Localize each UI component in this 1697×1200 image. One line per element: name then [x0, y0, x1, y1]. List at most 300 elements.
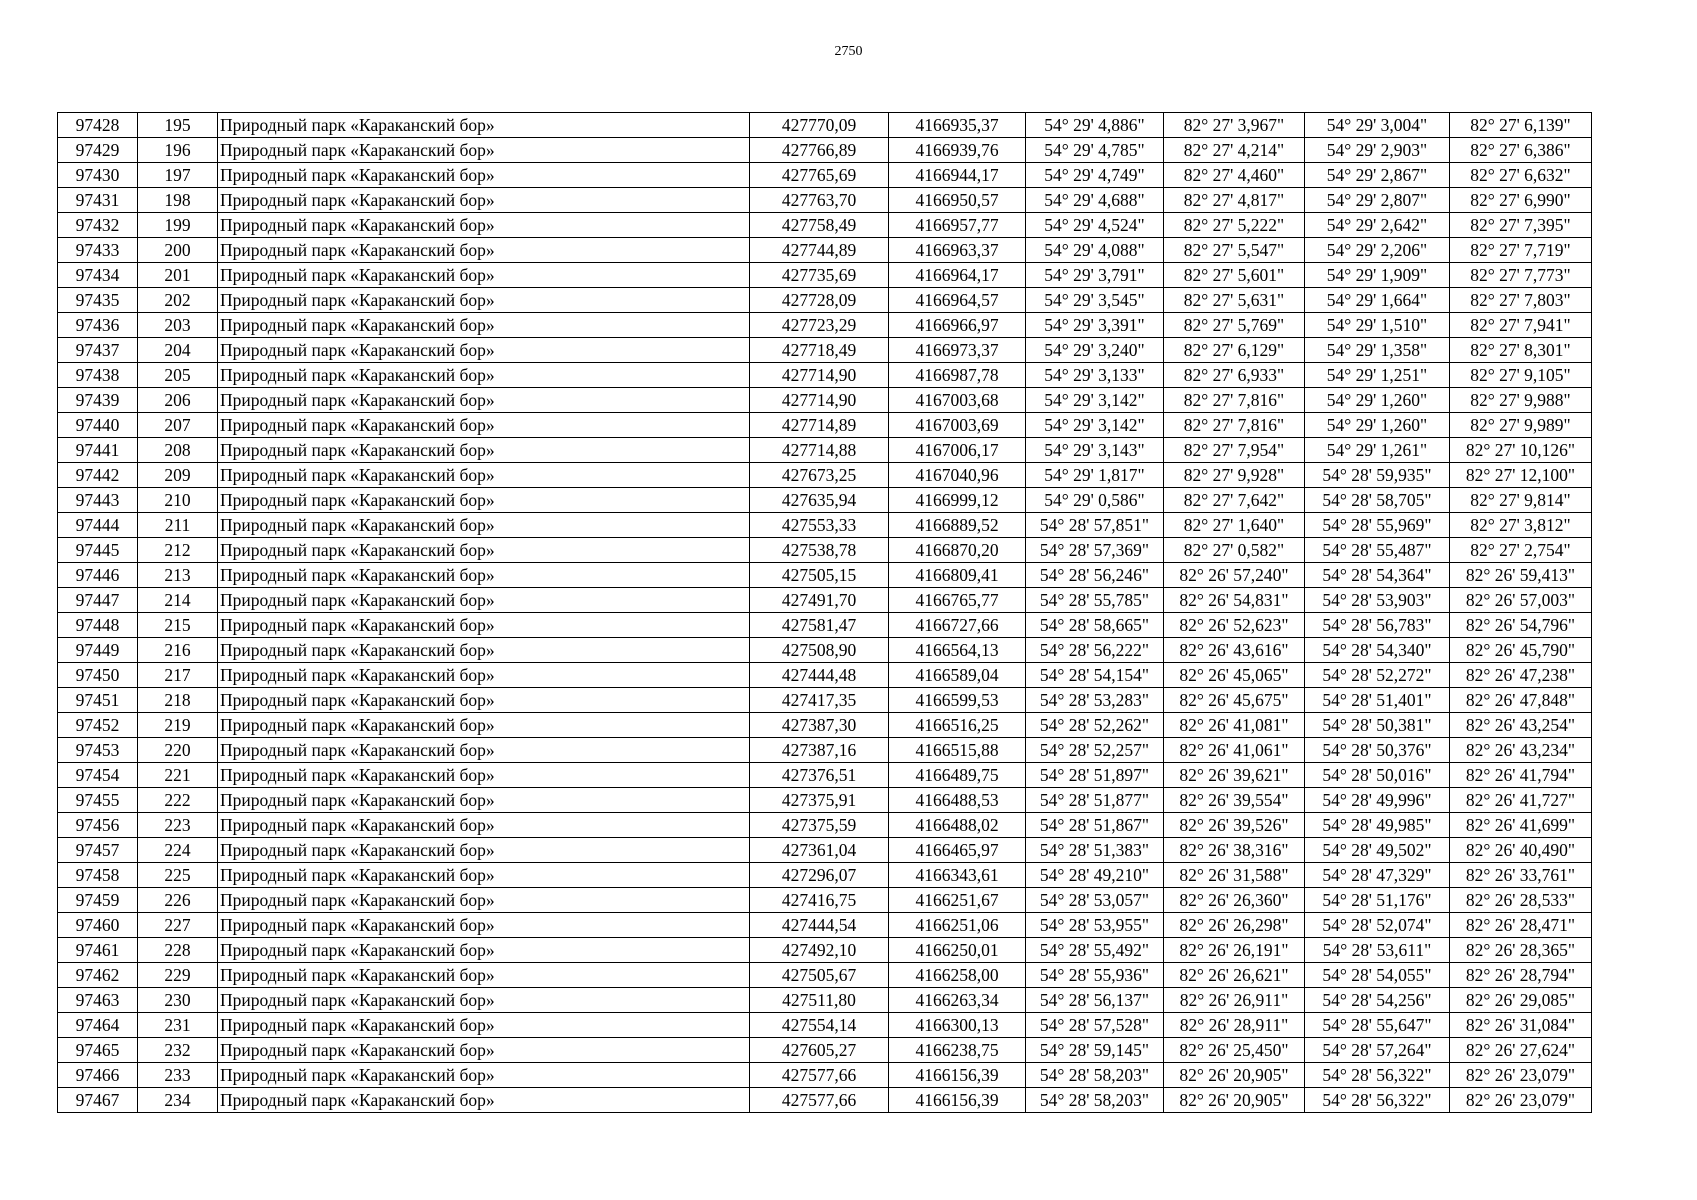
- table-row: [58, 163, 1592, 188]
- table-row: [58, 838, 1592, 863]
- point-number-cell: 202: [138, 288, 218, 313]
- x-coordinate-cell: 427718,49: [750, 338, 889, 363]
- longitude-1-cell: 82° 26' 54,831": [1164, 588, 1305, 613]
- latitude-2-cell: 54° 28' 49,996": [1305, 788, 1450, 813]
- table-row: [58, 938, 1592, 963]
- y-coordinate-cell: 4166963,37: [889, 238, 1026, 263]
- longitude-1-cell: 82° 26' 20,905": [1164, 1063, 1305, 1088]
- row-id-cell: 97446: [58, 563, 138, 588]
- y-coordinate-cell: 4166564,13: [889, 638, 1026, 663]
- longitude-1-cell: 82° 26' 39,526": [1164, 813, 1305, 838]
- object-name-cell: Природный парк «Караканский бор»: [218, 1063, 750, 1088]
- latitude-1-cell: 54° 28' 53,283": [1026, 688, 1164, 713]
- latitude-1-cell: 54° 29' 3,142": [1026, 388, 1164, 413]
- object-name-cell: Природный парк «Караканский бор»: [218, 263, 750, 288]
- row-id-cell: 97456: [58, 813, 138, 838]
- longitude-1-cell: 82° 26' 52,623": [1164, 613, 1305, 638]
- latitude-2-cell: 54° 28' 55,969": [1305, 513, 1450, 538]
- row-id-cell: 97462: [58, 963, 138, 988]
- table-row: [58, 1038, 1592, 1063]
- longitude-1-cell: 82° 27' 7,642": [1164, 488, 1305, 513]
- row-id-cell: 97457: [58, 838, 138, 863]
- latitude-1-cell: 54° 28' 59,145": [1026, 1038, 1164, 1063]
- longitude-2-cell: 82° 26' 31,084": [1450, 1013, 1592, 1038]
- object-name-cell: Природный парк «Караканский бор»: [218, 413, 750, 438]
- table-row: [58, 738, 1592, 763]
- longitude-2-cell: 82° 27' 6,139": [1450, 113, 1592, 138]
- x-coordinate-cell: 427763,70: [750, 188, 889, 213]
- row-id-cell: 97439: [58, 388, 138, 413]
- longitude-2-cell: 82° 27' 3,812": [1450, 513, 1592, 538]
- latitude-1-cell: 54° 29' 4,785": [1026, 138, 1164, 163]
- table-row: [58, 913, 1592, 938]
- row-id-cell: 97463: [58, 988, 138, 1013]
- longitude-2-cell: 82° 27' 9,988": [1450, 388, 1592, 413]
- y-coordinate-cell: 4166263,34: [889, 988, 1026, 1013]
- point-number-cell: 201: [138, 263, 218, 288]
- object-name-cell: Природный парк «Караканский бор»: [218, 663, 750, 688]
- row-id-cell: 97455: [58, 788, 138, 813]
- latitude-1-cell: 54° 28' 54,154": [1026, 663, 1164, 688]
- table-row: [58, 888, 1592, 913]
- object-name-cell: Природный парк «Караканский бор»: [218, 588, 750, 613]
- row-id-cell: 97447: [58, 588, 138, 613]
- y-coordinate-cell: 4167003,68: [889, 388, 1026, 413]
- point-number-cell: 208: [138, 438, 218, 463]
- longitude-1-cell: 82° 26' 45,675": [1164, 688, 1305, 713]
- y-coordinate-cell: 4166973,37: [889, 338, 1026, 363]
- table-row: [58, 1063, 1592, 1088]
- x-coordinate-cell: 427492,10: [750, 938, 889, 963]
- object-name-cell: Природный парк «Караканский бор»: [218, 938, 750, 963]
- latitude-2-cell: 54° 29' 2,642": [1305, 213, 1450, 238]
- point-number-cell: 209: [138, 463, 218, 488]
- point-number-cell: 227: [138, 913, 218, 938]
- latitude-2-cell: 54° 28' 50,376": [1305, 738, 1450, 763]
- latitude-2-cell: 54° 28' 52,074": [1305, 913, 1450, 938]
- x-coordinate-cell: 427376,51: [750, 763, 889, 788]
- latitude-1-cell: 54° 29' 4,688": [1026, 188, 1164, 213]
- row-id-cell: 97440: [58, 413, 138, 438]
- longitude-2-cell: 82° 27' 7,773": [1450, 263, 1592, 288]
- longitude-1-cell: 82° 27' 4,214": [1164, 138, 1305, 163]
- y-coordinate-cell: 4166935,37: [889, 113, 1026, 138]
- latitude-1-cell: 54° 28' 56,246": [1026, 563, 1164, 588]
- latitude-1-cell: 54° 29' 3,791": [1026, 263, 1164, 288]
- point-number-cell: 214: [138, 588, 218, 613]
- row-id-cell: 97431: [58, 188, 138, 213]
- longitude-2-cell: 82° 26' 54,796": [1450, 613, 1592, 638]
- object-name-cell: Природный парк «Караканский бор»: [218, 163, 750, 188]
- x-coordinate-cell: 427505,15: [750, 563, 889, 588]
- longitude-1-cell: 82° 27' 7,954": [1164, 438, 1305, 463]
- latitude-1-cell: 54° 28' 55,492": [1026, 938, 1164, 963]
- latitude-1-cell: 54° 28' 49,210": [1026, 863, 1164, 888]
- row-id-cell: 97436: [58, 313, 138, 338]
- x-coordinate-cell: 427714,90: [750, 363, 889, 388]
- object-name-cell: Природный парк «Караканский бор»: [218, 863, 750, 888]
- row-id-cell: 97432: [58, 213, 138, 238]
- object-name-cell: Природный парк «Караканский бор»: [218, 688, 750, 713]
- longitude-1-cell: 82° 26' 26,621": [1164, 963, 1305, 988]
- longitude-1-cell: 82° 26' 57,240": [1164, 563, 1305, 588]
- row-id-cell: 97448: [58, 613, 138, 638]
- longitude-2-cell: 82° 26' 41,727": [1450, 788, 1592, 813]
- longitude-2-cell: 82° 26' 57,003": [1450, 588, 1592, 613]
- latitude-2-cell: 54° 29' 1,358": [1305, 338, 1450, 363]
- longitude-1-cell: 82° 27' 6,129": [1164, 338, 1305, 363]
- point-number-cell: 204: [138, 338, 218, 363]
- object-name-cell: Природный парк «Караканский бор»: [218, 913, 750, 938]
- table-row: [58, 563, 1592, 588]
- latitude-1-cell: 54° 29' 3,545": [1026, 288, 1164, 313]
- point-number-cell: 229: [138, 963, 218, 988]
- x-coordinate-cell: 427375,59: [750, 813, 889, 838]
- latitude-2-cell: 54° 28' 54,256": [1305, 988, 1450, 1013]
- object-name-cell: Природный парк «Караканский бор»: [218, 513, 750, 538]
- y-coordinate-cell: 4166599,53: [889, 688, 1026, 713]
- longitude-1-cell: 82° 26' 38,316": [1164, 838, 1305, 863]
- longitude-1-cell: 82° 26' 26,298": [1164, 913, 1305, 938]
- latitude-2-cell: 54° 28' 49,985": [1305, 813, 1450, 838]
- row-id-cell: 97454: [58, 763, 138, 788]
- longitude-2-cell: 82° 26' 27,624": [1450, 1038, 1592, 1063]
- latitude-1-cell: 54° 29' 1,817": [1026, 463, 1164, 488]
- latitude-1-cell: 54° 28' 52,257": [1026, 738, 1164, 763]
- latitude-2-cell: 54° 28' 51,401": [1305, 688, 1450, 713]
- latitude-1-cell: 54° 29' 3,391": [1026, 313, 1164, 338]
- table-row: [58, 988, 1592, 1013]
- object-name-cell: Природный парк «Караканский бор»: [218, 313, 750, 338]
- table-body: [58, 113, 1592, 1113]
- latitude-2-cell: 54° 28' 56,783": [1305, 613, 1450, 638]
- longitude-2-cell: 82° 27' 6,990": [1450, 188, 1592, 213]
- row-id-cell: 97444: [58, 513, 138, 538]
- x-coordinate-cell: 427511,80: [750, 988, 889, 1013]
- longitude-1-cell: 82° 26' 20,905": [1164, 1088, 1305, 1113]
- page-number: 2750: [834, 44, 863, 59]
- table-row: [58, 113, 1592, 138]
- x-coordinate-cell: 427538,78: [750, 538, 889, 563]
- point-number-cell: 215: [138, 613, 218, 638]
- y-coordinate-cell: 4166966,97: [889, 313, 1026, 338]
- row-id-cell: 97445: [58, 538, 138, 563]
- row-id-cell: 97461: [58, 938, 138, 963]
- latitude-1-cell: 54° 28' 51,897": [1026, 763, 1164, 788]
- longitude-1-cell: 82° 27' 9,928": [1164, 463, 1305, 488]
- object-name-cell: Природный парк «Караканский бор»: [218, 463, 750, 488]
- latitude-1-cell: 54° 28' 56,222": [1026, 638, 1164, 663]
- object-name-cell: Природный парк «Караканский бор»: [218, 113, 750, 138]
- latitude-2-cell: 54° 29' 1,909": [1305, 263, 1450, 288]
- table-row: [58, 588, 1592, 613]
- table-row: [58, 338, 1592, 363]
- latitude-1-cell: 54° 28' 55,785": [1026, 588, 1164, 613]
- x-coordinate-cell: 427723,29: [750, 313, 889, 338]
- row-id-cell: 97428: [58, 113, 138, 138]
- object-name-cell: Природный парк «Караканский бор»: [218, 288, 750, 313]
- y-coordinate-cell: 4166238,75: [889, 1038, 1026, 1063]
- point-number-cell: 210: [138, 488, 218, 513]
- point-number-cell: 199: [138, 213, 218, 238]
- y-coordinate-cell: 4166964,17: [889, 263, 1026, 288]
- y-coordinate-cell: 4166870,20: [889, 538, 1026, 563]
- object-name-cell: Природный парк «Караканский бор»: [218, 1088, 750, 1113]
- table-row: [58, 363, 1592, 388]
- longitude-2-cell: 82° 27' 9,814": [1450, 488, 1592, 513]
- latitude-2-cell: 54° 28' 56,322": [1305, 1063, 1450, 1088]
- table-row: [58, 538, 1592, 563]
- longitude-2-cell: 82° 26' 43,254": [1450, 713, 1592, 738]
- y-coordinate-cell: 4166999,12: [889, 488, 1026, 513]
- y-coordinate-cell: 4166516,25: [889, 713, 1026, 738]
- latitude-2-cell: 54° 29' 1,664": [1305, 288, 1450, 313]
- latitude-2-cell: 54° 28' 59,935": [1305, 463, 1450, 488]
- longitude-2-cell: 82° 27' 7,395": [1450, 213, 1592, 238]
- x-coordinate-cell: 427635,94: [750, 488, 889, 513]
- longitude-1-cell: 82° 27' 4,817": [1164, 188, 1305, 213]
- row-id-cell: 97467: [58, 1088, 138, 1113]
- table-row: [58, 863, 1592, 888]
- longitude-2-cell: 82° 27' 7,719": [1450, 238, 1592, 263]
- longitude-2-cell: 82° 26' 23,079": [1450, 1063, 1592, 1088]
- object-name-cell: Природный парк «Караканский бор»: [218, 788, 750, 813]
- longitude-1-cell: 82° 27' 5,769": [1164, 313, 1305, 338]
- x-coordinate-cell: 427553,33: [750, 513, 889, 538]
- latitude-2-cell: 54° 28' 53,903": [1305, 588, 1450, 613]
- object-name-cell: Природный парк «Караканский бор»: [218, 1013, 750, 1038]
- x-coordinate-cell: 427581,47: [750, 613, 889, 638]
- y-coordinate-cell: 4166889,52: [889, 513, 1026, 538]
- longitude-1-cell: 82° 27' 0,582": [1164, 538, 1305, 563]
- latitude-2-cell: 54° 29' 2,807": [1305, 188, 1450, 213]
- y-coordinate-cell: 4166944,17: [889, 163, 1026, 188]
- row-id-cell: 97453: [58, 738, 138, 763]
- longitude-1-cell: 82° 26' 41,081": [1164, 713, 1305, 738]
- point-number-cell: 224: [138, 838, 218, 863]
- longitude-2-cell: 82° 26' 47,238": [1450, 663, 1592, 688]
- longitude-2-cell: 82° 26' 33,761": [1450, 863, 1592, 888]
- y-coordinate-cell: 4166589,04: [889, 663, 1026, 688]
- longitude-2-cell: 82° 26' 28,471": [1450, 913, 1592, 938]
- point-number-cell: 216: [138, 638, 218, 663]
- x-coordinate-cell: 427491,70: [750, 588, 889, 613]
- x-coordinate-cell: 427714,90: [750, 388, 889, 413]
- x-coordinate-cell: 427296,07: [750, 863, 889, 888]
- object-name-cell: Природный парк «Караканский бор»: [218, 438, 750, 463]
- y-coordinate-cell: 4166343,61: [889, 863, 1026, 888]
- x-coordinate-cell: 427554,14: [750, 1013, 889, 1038]
- latitude-1-cell: 54° 29' 3,143": [1026, 438, 1164, 463]
- x-coordinate-cell: 427505,67: [750, 963, 889, 988]
- longitude-2-cell: 82° 26' 59,413": [1450, 563, 1592, 588]
- x-coordinate-cell: 427765,69: [750, 163, 889, 188]
- y-coordinate-cell: 4166950,57: [889, 188, 1026, 213]
- x-coordinate-cell: 427387,30: [750, 713, 889, 738]
- longitude-1-cell: 82° 27' 6,933": [1164, 363, 1305, 388]
- latitude-2-cell: 54° 28' 53,611": [1305, 938, 1450, 963]
- longitude-2-cell: 82° 26' 41,794": [1450, 763, 1592, 788]
- row-id-cell: 97450: [58, 663, 138, 688]
- y-coordinate-cell: 4166251,67: [889, 888, 1026, 913]
- latitude-2-cell: 54° 28' 50,016": [1305, 763, 1450, 788]
- x-coordinate-cell: 427387,16: [750, 738, 889, 763]
- latitude-1-cell: 54° 28' 53,955": [1026, 913, 1164, 938]
- point-number-cell: 207: [138, 413, 218, 438]
- table-row: [58, 613, 1592, 638]
- point-number-cell: 206: [138, 388, 218, 413]
- y-coordinate-cell: 4166939,76: [889, 138, 1026, 163]
- table-row: [58, 1013, 1592, 1038]
- row-id-cell: 97464: [58, 1013, 138, 1038]
- point-number-cell: 223: [138, 813, 218, 838]
- longitude-1-cell: 82° 27' 1,640": [1164, 513, 1305, 538]
- x-coordinate-cell: 427728,09: [750, 288, 889, 313]
- row-id-cell: 97465: [58, 1038, 138, 1063]
- latitude-1-cell: 54° 28' 53,057": [1026, 888, 1164, 913]
- row-id-cell: 97460: [58, 913, 138, 938]
- longitude-1-cell: 82° 26' 41,061": [1164, 738, 1305, 763]
- latitude-1-cell: 54° 28' 55,936": [1026, 963, 1164, 988]
- latitude-1-cell: 54° 28' 51,383": [1026, 838, 1164, 863]
- table-row: [58, 438, 1592, 463]
- longitude-2-cell: 82° 26' 45,790": [1450, 638, 1592, 663]
- x-coordinate-cell: 427577,66: [750, 1063, 889, 1088]
- longitude-2-cell: 82° 26' 28,533": [1450, 888, 1592, 913]
- row-id-cell: 97429: [58, 138, 138, 163]
- latitude-1-cell: 54° 28' 57,369": [1026, 538, 1164, 563]
- y-coordinate-cell: 4166765,77: [889, 588, 1026, 613]
- latitude-1-cell: 54° 28' 57,528": [1026, 1013, 1164, 1038]
- x-coordinate-cell: 427417,35: [750, 688, 889, 713]
- x-coordinate-cell: 427375,91: [750, 788, 889, 813]
- y-coordinate-cell: 4166488,02: [889, 813, 1026, 838]
- x-coordinate-cell: 427577,66: [750, 1088, 889, 1113]
- point-number-cell: 221: [138, 763, 218, 788]
- latitude-2-cell: 54° 28' 55,487": [1305, 538, 1450, 563]
- latitude-2-cell: 54° 29' 2,206": [1305, 238, 1450, 263]
- x-coordinate-cell: 427744,89: [750, 238, 889, 263]
- object-name-cell: Природный парк «Караканский бор»: [218, 638, 750, 663]
- x-coordinate-cell: 427766,89: [750, 138, 889, 163]
- longitude-2-cell: 82° 26' 23,079": [1450, 1088, 1592, 1113]
- point-number-cell: 231: [138, 1013, 218, 1038]
- latitude-2-cell: 54° 28' 50,381": [1305, 713, 1450, 738]
- longitude-1-cell: 82° 26' 25,450": [1164, 1038, 1305, 1063]
- point-number-cell: 198: [138, 188, 218, 213]
- latitude-2-cell: 54° 29' 1,260": [1305, 413, 1450, 438]
- latitude-2-cell: 54° 28' 47,329": [1305, 863, 1450, 888]
- y-coordinate-cell: 4166809,41: [889, 563, 1026, 588]
- point-number-cell: 212: [138, 538, 218, 563]
- x-coordinate-cell: 427735,69: [750, 263, 889, 288]
- object-name-cell: Природный парк «Караканский бор»: [218, 338, 750, 363]
- longitude-2-cell: 82° 26' 29,085": [1450, 988, 1592, 1013]
- table-row: [58, 638, 1592, 663]
- object-name-cell: Природный парк «Караканский бор»: [218, 363, 750, 388]
- y-coordinate-cell: 4166727,66: [889, 613, 1026, 638]
- row-id-cell: 97435: [58, 288, 138, 313]
- latitude-2-cell: 54° 28' 54,364": [1305, 563, 1450, 588]
- latitude-2-cell: 54° 28' 56,322": [1305, 1088, 1450, 1113]
- table-row: [58, 513, 1592, 538]
- point-number-cell: 205: [138, 363, 218, 388]
- point-number-cell: 217: [138, 663, 218, 688]
- object-name-cell: Природный парк «Караканский бор»: [218, 763, 750, 788]
- latitude-2-cell: 54° 28' 51,176": [1305, 888, 1450, 913]
- row-id-cell: 97438: [58, 363, 138, 388]
- longitude-2-cell: 82° 27' 12,100": [1450, 463, 1592, 488]
- y-coordinate-cell: 4166156,39: [889, 1088, 1026, 1113]
- latitude-1-cell: 54° 29' 4,088": [1026, 238, 1164, 263]
- longitude-2-cell: 82° 27' 6,632": [1450, 163, 1592, 188]
- latitude-2-cell: 54° 29' 1,260": [1305, 388, 1450, 413]
- x-coordinate-cell: 427758,49: [750, 213, 889, 238]
- y-coordinate-cell: 4166258,00: [889, 963, 1026, 988]
- object-name-cell: Природный парк «Караканский бор»: [218, 238, 750, 263]
- point-number-cell: 200: [138, 238, 218, 263]
- longitude-2-cell: 82° 26' 43,234": [1450, 738, 1592, 763]
- y-coordinate-cell: 4166156,39: [889, 1063, 1026, 1088]
- longitude-2-cell: 82° 26' 47,848": [1450, 688, 1592, 713]
- latitude-1-cell: 54° 28' 51,867": [1026, 813, 1164, 838]
- object-name-cell: Природный парк «Караканский бор»: [218, 813, 750, 838]
- point-number-cell: 196: [138, 138, 218, 163]
- object-name-cell: Природный парк «Караканский бор»: [218, 713, 750, 738]
- point-number-cell: 234: [138, 1088, 218, 1113]
- latitude-2-cell: 54° 28' 54,340": [1305, 638, 1450, 663]
- row-id-cell: 97452: [58, 713, 138, 738]
- point-number-cell: 225: [138, 863, 218, 888]
- object-name-cell: Природный парк «Караканский бор»: [218, 138, 750, 163]
- longitude-1-cell: 82° 26' 45,065": [1164, 663, 1305, 688]
- table-row: [58, 138, 1592, 163]
- longitude-1-cell: 82° 26' 39,621": [1164, 763, 1305, 788]
- table-row: [58, 288, 1592, 313]
- longitude-1-cell: 82° 27' 7,816": [1164, 388, 1305, 413]
- point-number-cell: 197: [138, 163, 218, 188]
- longitude-1-cell: 82° 27' 5,547": [1164, 238, 1305, 263]
- latitude-1-cell: 54° 29' 4,886": [1026, 113, 1164, 138]
- latitude-2-cell: 54° 29' 1,261": [1305, 438, 1450, 463]
- point-number-cell: 222: [138, 788, 218, 813]
- y-coordinate-cell: 4166300,13: [889, 1013, 1026, 1038]
- longitude-1-cell: 82° 26' 31,588": [1164, 863, 1305, 888]
- point-number-cell: 220: [138, 738, 218, 763]
- table-row: [58, 813, 1592, 838]
- x-coordinate-cell: 427673,25: [750, 463, 889, 488]
- latitude-1-cell: 54° 28' 52,262": [1026, 713, 1164, 738]
- latitude-2-cell: 54° 29' 2,903": [1305, 138, 1450, 163]
- point-number-cell: 213: [138, 563, 218, 588]
- x-coordinate-cell: 427770,09: [750, 113, 889, 138]
- latitude-2-cell: 54° 28' 55,647": [1305, 1013, 1450, 1038]
- longitude-2-cell: 82° 27' 7,941": [1450, 313, 1592, 338]
- point-number-cell: 226: [138, 888, 218, 913]
- x-coordinate-cell: 427444,54: [750, 913, 889, 938]
- table-row: [58, 188, 1592, 213]
- latitude-2-cell: 54° 28' 54,055": [1305, 963, 1450, 988]
- table-row: [58, 763, 1592, 788]
- latitude-1-cell: 54° 28' 58,665": [1026, 613, 1164, 638]
- table-row: [58, 788, 1592, 813]
- y-coordinate-cell: 4167003,69: [889, 413, 1026, 438]
- row-id-cell: 97437: [58, 338, 138, 363]
- latitude-2-cell: 54° 28' 58,705": [1305, 488, 1450, 513]
- latitude-1-cell: 54° 29' 4,749": [1026, 163, 1164, 188]
- longitude-2-cell: 82° 26' 28,365": [1450, 938, 1592, 963]
- longitude-1-cell: 82° 27' 3,967": [1164, 113, 1305, 138]
